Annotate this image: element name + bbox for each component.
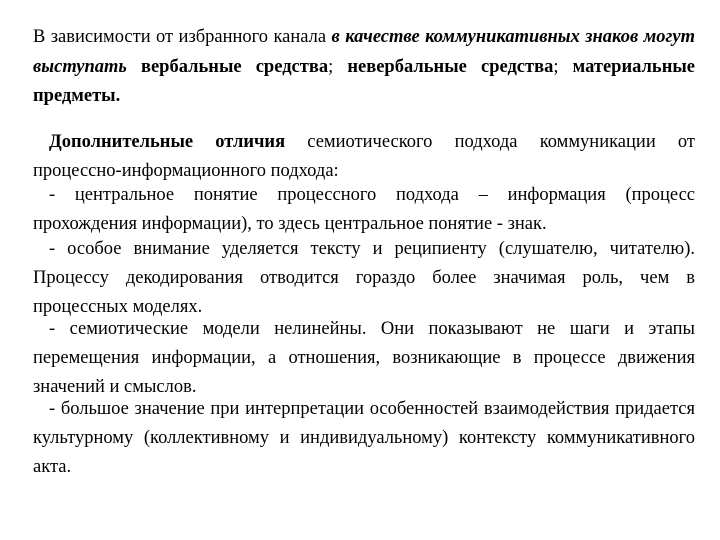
list-item: - центральное понятие процессного подхода – информация (процесс прохождения информации), то здесь центральное понятие - знак. bbox=[33, 185, 695, 234]
intro-nonverbal: невербальные средства bbox=[347, 56, 554, 77]
list-item: - семиотические модели нелинейны. Они показывают не шаги и этапы перемещения информации, а отношения, возникающие в процессе движения значений и смыслов. bbox=[33, 319, 695, 397]
intro-material: материальные предметы. bbox=[33, 56, 696, 106]
intro-sep-1: ; bbox=[328, 56, 348, 77]
additional-differences-text: семиотического подхода коммуникации от процессно-информационного подхода: bbox=[33, 132, 696, 181]
intro-paragraph bbox=[33, 23, 695, 112]
intro-text-1: В зависимости от избранного канала bbox=[33, 27, 332, 47]
intro-sep-2: ; bbox=[553, 56, 573, 77]
intro-verbal: вербальные средства bbox=[140, 56, 329, 77]
intro-space bbox=[127, 57, 141, 77]
list-item: - большое значение при интерпретации особенностей взаимодействия придается культурному (коллективному и индивидуальному) контексту коммуникативного акта. bbox=[33, 399, 695, 477]
list-item: - особое внимание уделяется тексту и реципиенту (слушателю, читателю). Процессу декодирования отводится гораздо более значимая роль, чем в процессных моделях. bbox=[33, 239, 695, 317]
additional-differences-heading: Дополнительные отличия bbox=[49, 132, 286, 152]
additional-differences-paragraph bbox=[33, 128, 695, 186]
intro-emphasis: в качестве коммуникативных знаков могут выступать bbox=[33, 27, 695, 77]
